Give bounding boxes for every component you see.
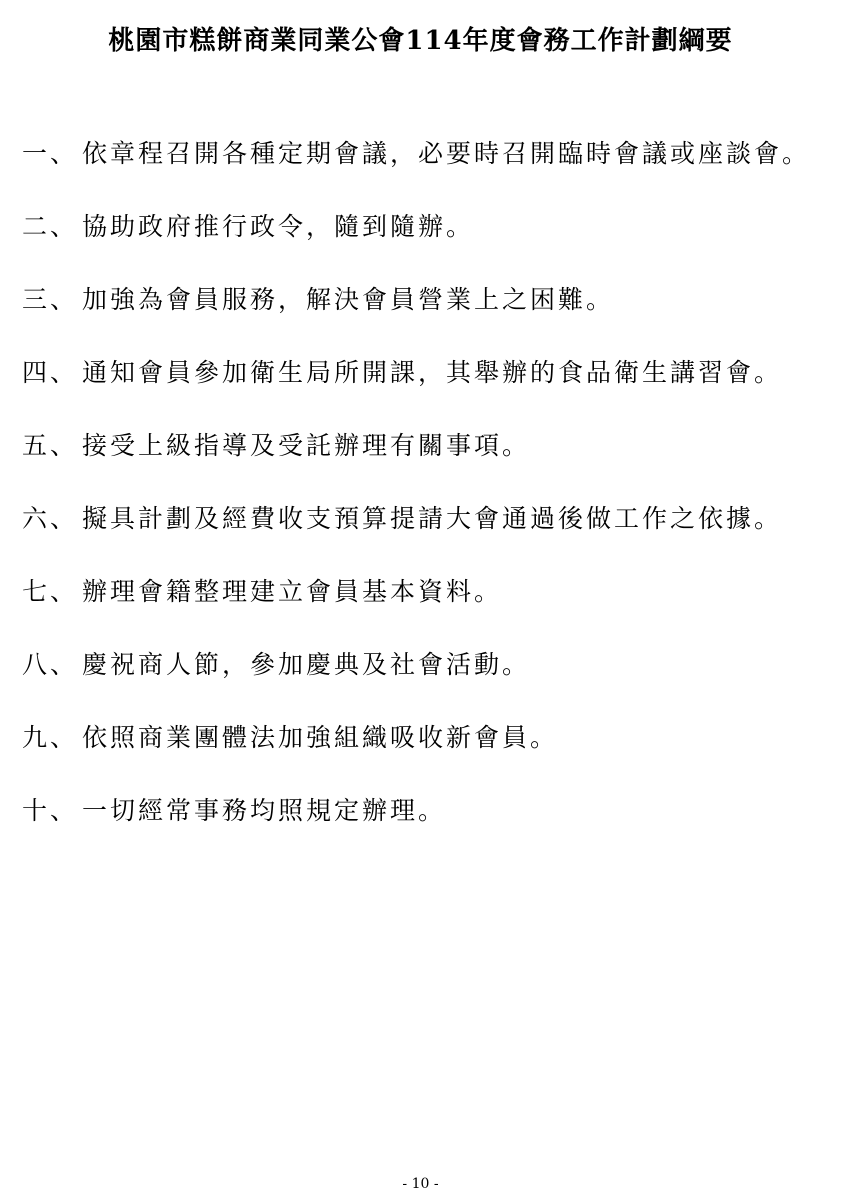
item-number: 三、 [22,285,79,314]
item-number: 十、 [22,796,79,825]
list-item [22,491,822,546]
list-item [22,637,822,692]
page-number: - 10 - [402,1176,439,1192]
page-title: 桃園市糕餅商業同業公會114年度會務工作計劃綱要 [108,26,733,56]
item-number: 五、 [22,431,79,460]
item-text: 通知會員參加衛生局所開課，其舉辦的食品衛生講習會。 [82,358,783,387]
item-number: 六、 [22,504,79,533]
item-text: 依章程召開各種定期會議，必要時召開臨時會議或座談會。 [82,139,811,168]
item-number: 二、 [22,212,79,241]
item-text: 辦理會籍整理建立會員基本資料。 [82,577,503,606]
item-number: 七、 [22,577,79,606]
item-number: 九、 [22,723,79,752]
list-item [22,199,822,254]
list-item [22,418,822,473]
item-number: 八、 [22,650,79,679]
list-item [22,126,822,181]
item-number: 四、 [22,358,79,387]
item-number: 一、 [22,139,79,168]
item-text: 協助政府推行政令，隨到隨辦。 [82,212,475,241]
list-item [22,710,822,765]
item-text: 擬具計劃及經費收支預算提請大會通過後做工作之依據。 [82,504,783,533]
item-text: 一切經常事務均照規定辦理。 [82,796,447,825]
list-item [22,345,822,400]
item-text: 加強為會員服務，解決會員營業上之困難。 [82,285,615,314]
list-item [22,272,822,327]
list-item [22,783,822,838]
item-text: 慶祝商人節，參加慶典及社會活動。 [82,650,531,679]
list-item [22,564,822,619]
work-plan-list [22,126,822,856]
item-text: 依照商業團體法加強組織吸收新會員。 [82,723,559,752]
item-text: 接受上級指導及受託辦理有關事項。 [82,431,531,460]
